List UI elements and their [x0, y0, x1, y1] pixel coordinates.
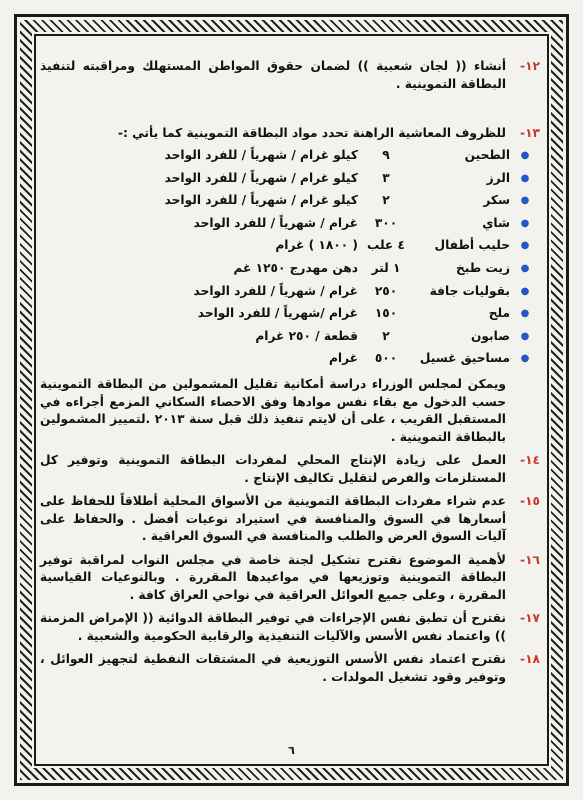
bullet-icon: ●	[520, 263, 530, 275]
ration-qty: ٣٠٠	[374, 215, 398, 230]
bullet-icon: ●	[520, 195, 530, 207]
ration-qty: ١ لتر	[371, 261, 401, 276]
ration-table	[165, 145, 540, 371]
ration-unit: غرام / شهرياً / للفرد الواحد	[193, 215, 358, 230]
bullet-icon: ●	[520, 172, 530, 184]
item-number: ١٨-	[520, 652, 540, 667]
ration-qty: ٩	[382, 148, 390, 163]
ration-unit: غرام / شهرياً / للفرد الواحد	[193, 283, 358, 298]
ration-qty: ١٥٠	[374, 306, 398, 321]
list-item	[40, 552, 540, 605]
item-number: ١٦-	[520, 552, 540, 567]
ration-unit: غرام	[328, 351, 358, 366]
table-row	[165, 303, 540, 326]
table-row	[165, 235, 540, 258]
ration-qty: ٤ علب	[367, 238, 405, 253]
table-row	[165, 325, 540, 348]
ration-qty: ٢	[382, 193, 390, 208]
ration-name: بقوليات جافة	[429, 283, 510, 298]
item-text: نقترح أن تطبق نفس الإجراءات في توفير البطاقة الدوائية (( الإمراض المزمنة )) واعتماد نفس الأسس والآليات التنفيذية والرقابية الحكومية والشعبية .	[40, 611, 506, 643]
item-number: ١٤-	[520, 453, 540, 468]
bullet-icon: ●	[520, 150, 530, 162]
item-text: العمل على زيادة الإنتاج المحلي لمفردات البطاقة التموينية وتوفير كل المستلزمات والفرص لتقليل تكاليف الإنتاج .	[40, 453, 506, 485]
table-row	[165, 348, 540, 371]
item-text: للظروف المعاشية الراهنة تحدد مواد البطاقة التموينية كما يأتي :-	[117, 126, 506, 140]
ration-unit: كيلو غرام / شهرياً / للفرد الواحد	[164, 170, 358, 185]
item-number: ١٢-	[520, 59, 540, 73]
list-item	[40, 610, 540, 645]
table-row	[165, 167, 540, 190]
document-body	[40, 58, 540, 692]
list-item	[40, 452, 540, 487]
ration-name: مساحيق غسيل	[419, 351, 510, 366]
bullet-icon: ●	[520, 217, 530, 229]
ration-name: حليب أطفال	[434, 238, 510, 253]
item-text: عدم شراء مفردات البطاقة التموينية من الأسواق المحلية أطلاقاً للحفاظ على أسعارها في السوق والمنافسة في استيراد نوعيات أفضل . والحفاظ على آليات السوق العرض والطلب والمنافسة في السوق العراقية .	[40, 494, 506, 544]
bullet-icon: ●	[520, 330, 530, 342]
note-paragraph: ويمكن لمجلس الوزراء دراسة أمكانية تقليل المشمولين من البطاقة التموينية حسب الدخول مع بقاء نفس موادها وفق الاحصاء السكاني المزمع أجراءه في المستقبل القريب ، على أن لايتم تنفيذ ذلك قبل سنة ٢٠١٣ .لتمييز المشمولين بالبطاقة التموينية .	[40, 377, 506, 444]
ration-unit: قطعة / ٢٥٠ غرام	[255, 328, 358, 343]
ration-unit: دهن مهدرج ١٢٥٠ غم	[233, 261, 358, 276]
ration-unit: غرام /شهرياً / للفرد الواحد	[197, 306, 358, 321]
bullet-icon: ●	[520, 240, 530, 252]
ration-name: الرز	[486, 170, 510, 185]
table-row	[165, 190, 540, 213]
table-row	[165, 257, 540, 280]
bullet-icon: ●	[520, 353, 530, 365]
table-row	[165, 212, 540, 235]
bullet-icon: ●	[520, 308, 530, 320]
ration-unit: كيلو غرام / شهرياً / للفرد الواحد	[164, 193, 358, 208]
list-item	[40, 125, 540, 143]
ration-qty: ٢٥٠	[374, 283, 398, 298]
item-number: ١٥-	[520, 494, 540, 509]
ration-name: ملح	[488, 306, 510, 321]
item-number: ١٧-	[520, 611, 540, 626]
ration-unit: كيلو غرام / شهرياً / للفرد الواحد	[164, 148, 358, 163]
bullet-icon: ●	[520, 285, 530, 297]
list-item	[40, 58, 540, 93]
ration-name: صابون	[471, 328, 510, 343]
ration-qty: ٥٠٠	[374, 351, 398, 366]
item-text: نقترح اعتماد نفس الأسس التوزيعية في المشتقات النفطية لتجهيز العوائل ، وتوفير وقود تشغيل المولدات .	[40, 652, 506, 684]
ration-unit: ( ١٨٠٠ ) غرام	[275, 238, 358, 253]
table-row	[165, 145, 540, 168]
page-number: ٦	[288, 744, 295, 757]
list-item	[40, 493, 540, 546]
list-item	[40, 651, 540, 686]
item-number: ١٣-	[520, 126, 540, 140]
ration-name: الطحين	[464, 148, 510, 163]
item-text: أنشاء (( لجان شعبية )) لضمان حقوق المواطن المستهلك ومراقبته لتنفيذ البطاقة التموينية .	[40, 59, 506, 91]
ration-qty: ٢	[382, 328, 390, 343]
ration-name: سكر	[483, 193, 510, 208]
ration-name: زيت طبخ	[456, 261, 510, 276]
ration-name: شاي	[482, 215, 510, 230]
ration-qty: ٣	[382, 170, 390, 185]
item-text: لأهمية الموضوع نقترح تشكيل لجنة خاصة في مجلس النواب لمراقبة توفير البطاقة التموينية وتوزيعها في مواعيدها المقررة . وبالنوعيات القياسية المقررة ، وعلى جميع العوائل العراقية في نواحي العراق كافة .	[40, 552, 506, 602]
table-row	[165, 280, 540, 303]
